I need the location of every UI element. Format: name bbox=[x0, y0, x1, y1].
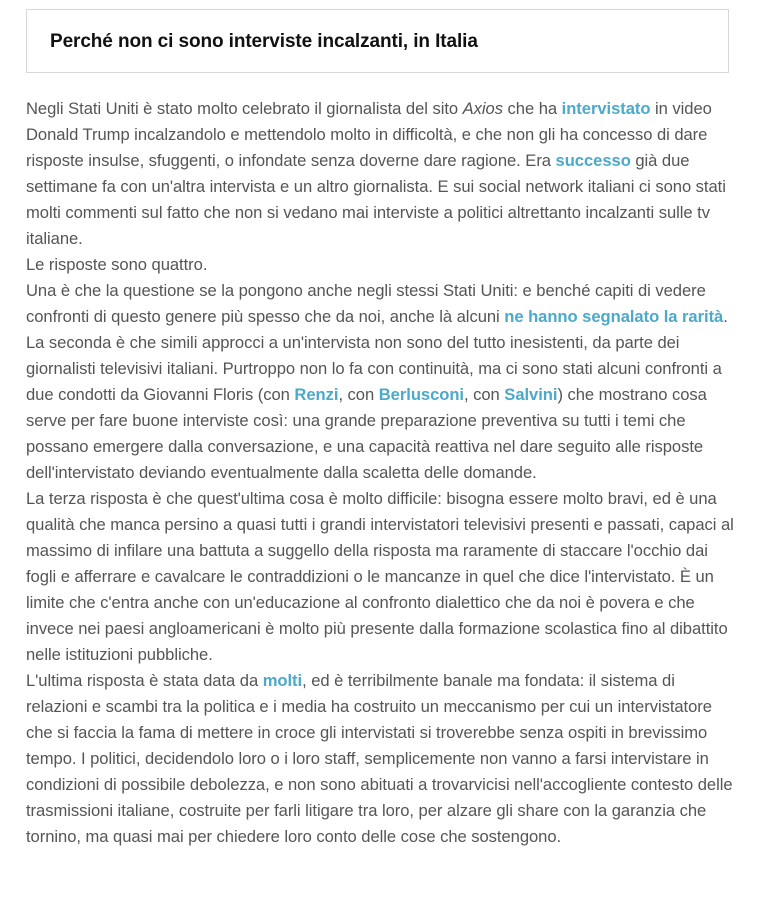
text: Una è che la questione se la pongono anche negli stessi Stati Uniti: e benché capiti di vedere confronti di questo genere più spesso che da noi, anche là alcuni bbox=[26, 281, 706, 326]
text: , con bbox=[464, 385, 505, 404]
title-box bbox=[26, 9, 729, 73]
paragraph-5: La terza risposta è che quest'ultima cosa è molto difficile: bisogna essere molto bravi, ed è una qualità che manca persino a quasi tutti i grandi intervistatori televisivi presenti e passati, capaci al massimo di infilare una battuta a suggello della risposta ma raramente di staccare l'occhio dai fogli e afferrare e cavalcare le contraddizioni o le mancanze in quel che dice l'intervistato. È un limite che c'entra anche con un'educazione al confronto dialettico che da noi è povera e che invece nei paesi angloamericani è molto più presente dalla formazione scolastica fino al dibattito nelle istituzioni pubbliche. bbox=[26, 489, 734, 664]
paragraph-4 bbox=[26, 330, 738, 486]
text: in video Donald Trump incalzandolo e mettendolo molto in difficoltà, e che non gli ha concesso di dare risposte insulse, sfuggenti, o infondate senza doverne dare ragione. Era bbox=[26, 99, 712, 170]
text: Negli Stati Uniti è stato molto celebrato il giornalista del sito bbox=[26, 99, 463, 118]
text: . bbox=[723, 307, 728, 326]
text: ) che mostrano cosa serve per fare buone interviste così: una grande preparazione preventiva su tutti i temi che possano emergere dalla conversazione, e una capacità reattiva nel dare seguito alle risposte dell'intervistato deviando eventualmente dalla scaletta delle domande. bbox=[26, 385, 707, 482]
link-rarita[interactable]: ne hanno segnalato la rarità bbox=[504, 307, 724, 326]
text: L'ultima risposta è stata data da bbox=[26, 671, 263, 690]
paragraph-3 bbox=[26, 278, 738, 330]
link-salvini[interactable]: Salvini bbox=[504, 385, 558, 404]
paragraph-6 bbox=[26, 668, 738, 850]
text: già due settimane fa con un'altra intervista e un altro giornalista. E sui social network italiani ci sono stati molti commenti sul fatto che non si vedano mai interviste a politici altrettanto incalzanti sulle tv italiane. bbox=[26, 151, 726, 248]
link-renzi[interactable]: Renzi bbox=[294, 385, 339, 404]
page-title: Perché non ci sono interviste incalzanti, in Italia bbox=[50, 31, 478, 52]
link-intervistato[interactable]: intervistato bbox=[561, 99, 651, 118]
link-molti[interactable]: molti bbox=[262, 671, 303, 690]
text: , ed è terribilmente banale ma fondata: il sistema di relazioni e scambi tra la politica e i media ha costruito un meccanismo per cui un intervistatore che si faccia la fama di mettere in croce gli intervistati si troverebbe senza ospiti in brevissimo tempo. I politici, decidendolo loro o i loro staff, semplicemente non vanno a farsi intervistare in condizioni di possibile debolezza, e non sono abituati a trovarvicisi nell'accogliente contesto delle trasmissioni italiane, costruite per farli litigare tra loro, per alzare gli share con la garanzia che tornino, ma quasi mai per chiedere loro conto delle cose che sostengono. bbox=[26, 671, 733, 846]
text: che ha bbox=[502, 99, 562, 118]
article-body bbox=[26, 96, 738, 850]
text: , con bbox=[338, 385, 379, 404]
text: La seconda è che simili approcci a un'intervista non sono del tutto inesistenti, da parte dei giornalisti televisivi italiani. Purtroppo non lo fa con continuità, ma ci sono stati alcuni confronti a due condotti da Giovanni Floris (con bbox=[26, 333, 722, 404]
link-berlusconi[interactable]: Berlusconi bbox=[378, 385, 464, 404]
publication-name: Axios bbox=[462, 99, 503, 118]
paragraph-2: Le risposte sono quattro. bbox=[26, 255, 208, 274]
link-successo[interactable]: successo bbox=[555, 151, 631, 170]
paragraph-1 bbox=[26, 96, 738, 252]
